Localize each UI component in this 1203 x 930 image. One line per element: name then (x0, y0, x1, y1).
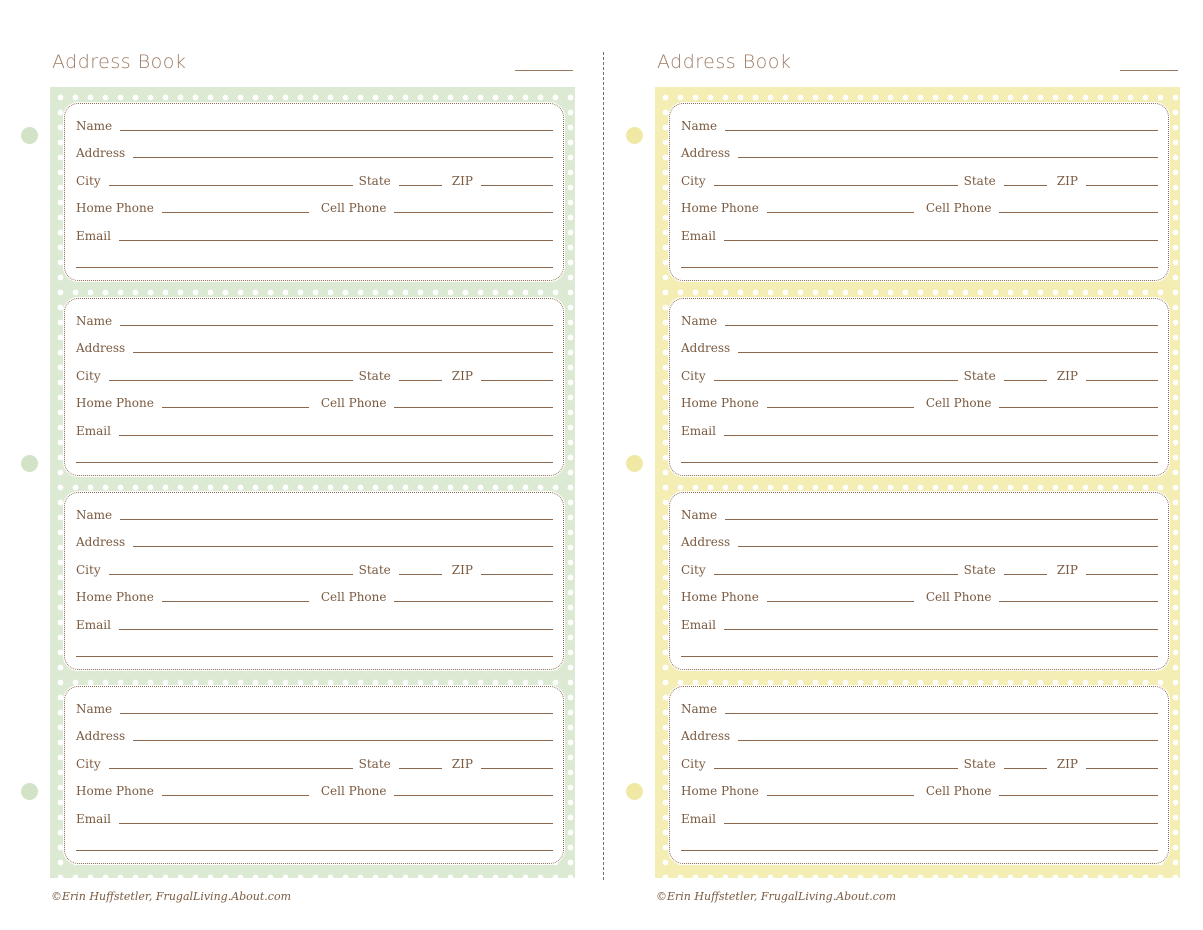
city-label: City (681, 757, 706, 771)
address-card (669, 103, 1169, 281)
address-label: Address (681, 729, 731, 743)
copyright-footer: ©Erin Huffstetler, FrugalLiving.About.com (656, 890, 897, 903)
city-label: City (76, 563, 101, 577)
name-line[interactable] (120, 130, 553, 131)
home-phone-label: Home Phone (76, 784, 154, 798)
state-label: State (358, 174, 391, 188)
name-row (681, 312, 1158, 328)
zip-label: ZIP (451, 563, 473, 577)
zip-line[interactable] (1086, 768, 1158, 769)
extra-row (76, 643, 553, 659)
extra-line[interactable] (681, 850, 1158, 851)
email-row (76, 616, 553, 632)
binder-hole (21, 127, 38, 144)
phone-row (76, 199, 553, 215)
name-row (76, 700, 553, 716)
city-label: City (76, 174, 101, 188)
email-row (681, 616, 1158, 632)
address-sheet-left (50, 0, 575, 930)
address-line[interactable] (738, 352, 1158, 353)
zip-label: ZIP (1056, 174, 1078, 188)
city-row (76, 367, 553, 383)
phone-row (681, 782, 1158, 798)
zip-label: ZIP (451, 369, 473, 383)
phone-row (76, 394, 553, 410)
email-line[interactable] (724, 823, 1158, 824)
home-phone-line[interactable] (162, 795, 309, 796)
address-row (76, 339, 553, 355)
address-card (64, 298, 564, 476)
city-row (76, 755, 553, 771)
zip-label: ZIP (1056, 369, 1078, 383)
cell-phone-label: Cell Phone (925, 201, 992, 215)
home-phone-line[interactable] (162, 601, 309, 602)
zip-line[interactable] (481, 185, 553, 186)
phone-row (681, 394, 1158, 410)
state-label: State (963, 369, 996, 383)
home-phone-line[interactable] (767, 407, 914, 408)
state-line[interactable] (399, 380, 442, 381)
email-label: Email (76, 618, 111, 632)
name-line[interactable] (725, 130, 1158, 131)
address-card (64, 492, 564, 670)
state-label: State (963, 174, 996, 188)
name-label: Name (681, 314, 718, 328)
cell-phone-line[interactable] (999, 601, 1158, 602)
state-label: State (358, 563, 391, 577)
phone-row (681, 588, 1158, 604)
address-line[interactable] (738, 157, 1158, 158)
city-row (681, 172, 1158, 188)
email-line[interactable] (724, 629, 1158, 630)
name-row (681, 506, 1158, 522)
cell-phone-label: Cell Phone (320, 201, 387, 215)
home-phone-label: Home Phone (76, 590, 154, 604)
email-line[interactable] (724, 435, 1158, 436)
city-row (76, 172, 553, 188)
address-row (681, 339, 1158, 355)
name-label: Name (681, 508, 718, 522)
name-line[interactable] (120, 325, 553, 326)
city-line[interactable] (109, 574, 353, 575)
cell-phone-label: Cell Phone (925, 784, 992, 798)
copyright-footer: ©Erin Huffstetler, FrugalLiving.About.com (51, 890, 292, 903)
email-line[interactable] (724, 240, 1158, 241)
city-label: City (681, 563, 706, 577)
state-label: State (963, 757, 996, 771)
extra-line[interactable] (76, 850, 553, 851)
name-label: Name (681, 702, 718, 716)
extra-row (681, 254, 1158, 270)
cell-phone-line[interactable] (394, 601, 553, 602)
email-row (76, 810, 553, 826)
email-label: Email (681, 812, 716, 826)
name-row (76, 312, 553, 328)
state-line[interactable] (1004, 380, 1047, 381)
city-line[interactable] (714, 574, 958, 575)
state-label: State (358, 757, 391, 771)
home-phone-line[interactable] (162, 407, 309, 408)
zip-label: ZIP (1056, 563, 1078, 577)
cell-phone-label: Cell Phone (320, 590, 387, 604)
binder-hole (626, 783, 643, 800)
name-row (76, 506, 553, 522)
address-card (64, 686, 564, 864)
sheet-title: Address Book (657, 51, 792, 73)
email-label: Email (681, 424, 716, 438)
state-line[interactable] (1004, 185, 1047, 186)
city-line[interactable] (714, 185, 958, 186)
zip-label: ZIP (451, 757, 473, 771)
name-line[interactable] (725, 325, 1158, 326)
extra-line[interactable] (76, 267, 553, 268)
address-card (669, 686, 1169, 864)
zip-line[interactable] (481, 768, 553, 769)
email-row (681, 422, 1158, 438)
cell-phone-label: Cell Phone (925, 590, 992, 604)
binder-hole (626, 455, 643, 472)
extra-line[interactable] (76, 656, 553, 657)
home-phone-label: Home Phone (681, 590, 759, 604)
address-line[interactable] (133, 157, 553, 158)
cell-phone-line[interactable] (394, 795, 553, 796)
address-card (64, 103, 564, 281)
address-label: Address (76, 535, 126, 549)
home-phone-label: Home Phone (681, 396, 759, 410)
state-label: State (963, 563, 996, 577)
page-number-line (515, 70, 573, 71)
city-label: City (76, 369, 101, 383)
city-line[interactable] (109, 768, 353, 769)
name-label: Name (76, 508, 113, 522)
name-label: Name (76, 314, 113, 328)
home-phone-line[interactable] (767, 212, 914, 213)
name-label: Name (76, 702, 113, 716)
phone-row (681, 199, 1158, 215)
email-line[interactable] (119, 435, 553, 436)
state-line[interactable] (399, 768, 442, 769)
binder-hole (21, 783, 38, 800)
state-line[interactable] (399, 185, 442, 186)
name-row (681, 700, 1158, 716)
cell-phone-line[interactable] (999, 795, 1158, 796)
address-card (669, 492, 1169, 670)
email-line[interactable] (119, 240, 553, 241)
extra-row (681, 837, 1158, 853)
address-label: Address (681, 146, 731, 160)
home-phone-line[interactable] (767, 795, 914, 796)
city-row (681, 367, 1158, 383)
city-label: City (681, 174, 706, 188)
address-label: Address (76, 729, 126, 743)
extra-row (76, 254, 553, 270)
city-label: City (76, 757, 101, 771)
home-phone-label: Home Phone (681, 201, 759, 215)
email-line[interactable] (119, 823, 553, 824)
cell-phone-label: Cell Phone (925, 396, 992, 410)
cell-phone-line[interactable] (999, 407, 1158, 408)
binder-hole (626, 127, 643, 144)
email-label: Email (76, 812, 111, 826)
state-line[interactable] (1004, 768, 1047, 769)
extra-row (76, 449, 553, 465)
address-row (76, 144, 553, 160)
phone-row (76, 782, 553, 798)
zip-line[interactable] (1086, 185, 1158, 186)
city-line[interactable] (714, 768, 958, 769)
email-row (681, 810, 1158, 826)
cell-phone-line[interactable] (999, 212, 1158, 213)
address-card (669, 298, 1169, 476)
email-row (76, 227, 553, 243)
cut-line (603, 52, 604, 880)
name-row (76, 117, 553, 133)
email-label: Email (76, 424, 111, 438)
state-label: State (358, 369, 391, 383)
extra-row (681, 643, 1158, 659)
city-line[interactable] (109, 185, 353, 186)
address-label: Address (681, 341, 731, 355)
address-line[interactable] (738, 740, 1158, 741)
city-line[interactable] (714, 380, 958, 381)
address-row (76, 533, 553, 549)
address-row (681, 727, 1158, 743)
address-line[interactable] (133, 352, 553, 353)
name-row (681, 117, 1158, 133)
address-line[interactable] (133, 546, 553, 547)
extra-row (76, 837, 553, 853)
city-line[interactable] (109, 380, 353, 381)
home-phone-line[interactable] (162, 212, 309, 213)
address-row (681, 533, 1158, 549)
zip-line[interactable] (1086, 380, 1158, 381)
extra-line[interactable] (681, 656, 1158, 657)
email-label: Email (681, 229, 716, 243)
polka-dot-panel (50, 87, 575, 878)
name-line[interactable] (120, 713, 553, 714)
address-label: Address (681, 535, 731, 549)
name-line[interactable] (120, 519, 553, 520)
zip-line[interactable] (1086, 574, 1158, 575)
cell-phone-label: Cell Phone (320, 396, 387, 410)
state-line[interactable] (399, 574, 442, 575)
address-sheet-right (655, 0, 1180, 930)
email-row (76, 422, 553, 438)
city-row (681, 755, 1158, 771)
address-label: Address (76, 146, 126, 160)
zip-line[interactable] (481, 380, 553, 381)
city-row (681, 561, 1158, 577)
binder-hole (21, 455, 38, 472)
state-line[interactable] (1004, 574, 1047, 575)
cell-phone-label: Cell Phone (320, 784, 387, 798)
extra-line[interactable] (76, 462, 553, 463)
zip-line[interactable] (481, 574, 553, 575)
extra-line[interactable] (681, 267, 1158, 268)
cell-phone-line[interactable] (394, 212, 553, 213)
zip-label: ZIP (1056, 757, 1078, 771)
email-label: Email (681, 618, 716, 632)
home-phone-line[interactable] (767, 601, 914, 602)
email-line[interactable] (119, 629, 553, 630)
address-line[interactable] (133, 740, 553, 741)
address-label: Address (76, 341, 126, 355)
home-phone-label: Home Phone (681, 784, 759, 798)
zip-label: ZIP (451, 174, 473, 188)
home-phone-label: Home Phone (76, 396, 154, 410)
city-label: City (681, 369, 706, 383)
sheet-title: Address Book (52, 51, 187, 73)
city-row (76, 561, 553, 577)
address-row (76, 727, 553, 743)
name-label: Name (76, 119, 113, 133)
page-number-line (1120, 70, 1178, 71)
address-line[interactable] (738, 546, 1158, 547)
cell-phone-line[interactable] (394, 407, 553, 408)
home-phone-label: Home Phone (76, 201, 154, 215)
polka-dot-panel (655, 87, 1180, 878)
email-row (681, 227, 1158, 243)
address-row (681, 144, 1158, 160)
name-label: Name (681, 119, 718, 133)
name-line[interactable] (725, 713, 1158, 714)
email-label: Email (76, 229, 111, 243)
extra-line[interactable] (681, 462, 1158, 463)
extra-row (681, 449, 1158, 465)
phone-row (76, 588, 553, 604)
name-line[interactable] (725, 519, 1158, 520)
